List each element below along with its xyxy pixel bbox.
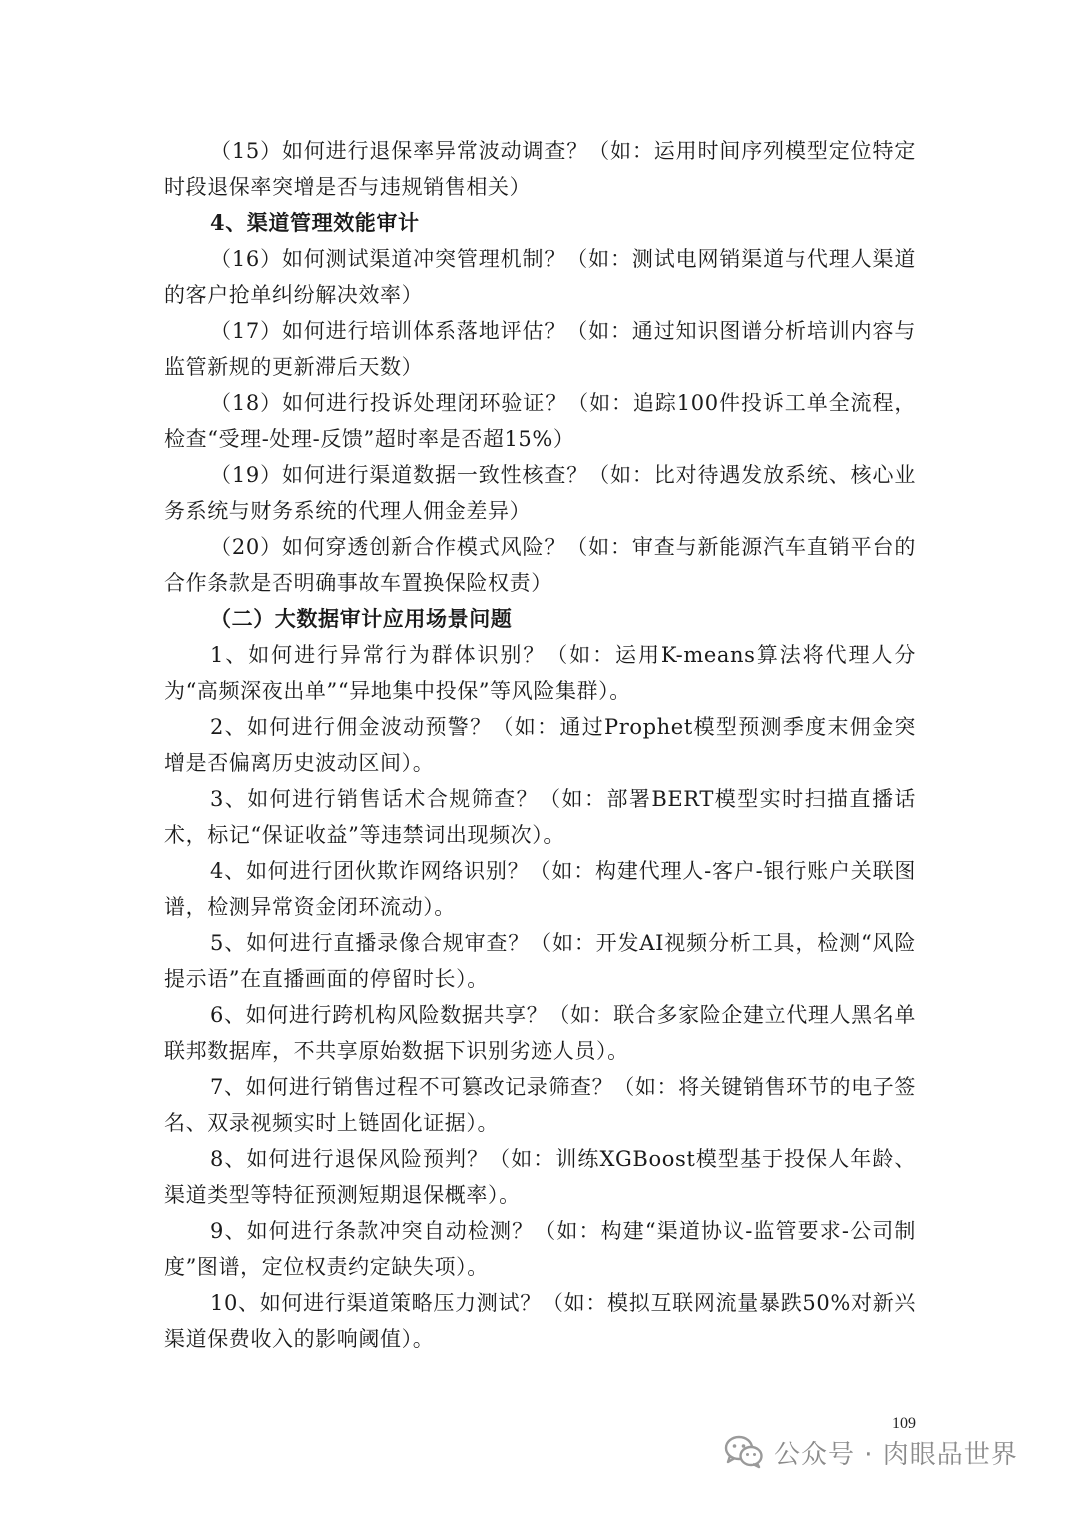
paragraph-q17: （17）如何进行培训体系落地评估？（如：通过知识图谱分析培训内容与监管新规的更新滞后天数） — [164, 319, 916, 379]
paragraph-item-6: 6、如何进行跨机构风险数据共享？（如：联合多家险企建立代理人黑名单联邦数据库，不共享原始数据下识别劣迹人员）。 — [164, 1003, 916, 1063]
paragraph-item-3: 3、如何进行销售话术合规筛查？（如：部署BERT模型实时扫描直播话术，标记“保证收益”等违禁词出现频次）。 — [164, 787, 916, 847]
paragraph-item-5: 5、如何进行直播录像合规审查？（如：开发AI视频分析工具，检测“风险提示语”在直播画面的停留时长）。 — [164, 931, 916, 991]
section-heading-big-data-scenarios: （二）大数据审计应用场景问题 — [210, 606, 513, 631]
paragraph-q18: （18）如何进行投诉处理闭环验证？（如：追踪100件投诉工单全流程，检查“受理-处理-反馈”超时率是否超15%） — [164, 391, 916, 451]
paragraph-item-1: 1、如何进行异常行为群体识别？（如：运用K-means算法将代理人分为“高频深夜出单”“异地集中投保”等风险集群）。 — [164, 643, 916, 703]
paragraph-q20: （20）如何穿透创新合作模式风险？（如：审查与新能源汽车直销平台的合作条款是否明确事故车置换保险权责） — [164, 535, 916, 595]
wechat-icon — [724, 1435, 764, 1469]
paragraph-item-4: 4、如何进行团伙欺诈网络识别？（如：构建代理人-客户-银行账户关联图谱，检测异常资金闭环流动）。 — [164, 859, 916, 919]
paragraph-q15: （15）如何进行退保率异常波动调查？（如：运用时间序列模型定位特定时段退保率突增是否与违规销售相关） — [164, 139, 916, 199]
page-number: 109 — [892, 1415, 916, 1432]
section-heading-channel-efficiency-audit: 4、渠道管理效能审计 — [210, 210, 420, 235]
document-body — [164, 133, 916, 1357]
paragraph-item-8: 8、如何进行退保风险预判？（如：训练XGBoost模型基于投保人年龄、渠道类型等特征预测短期退保概率）。 — [164, 1147, 916, 1207]
paragraph-item-7: 7、如何进行销售过程不可篡改记录筛查？（如：将关键销售环节的电子签名、双录视频实时上链固化证据）。 — [164, 1075, 916, 1135]
paragraph-q19: （19）如何进行渠道数据一致性核查？（如：比对待遇发放系统、核心业务系统与财务系统的代理人佣金差异） — [164, 463, 916, 523]
paragraph-item-2: 2、如何进行佣金波动预警？（如：通过Prophet模型预测季度末佣金突增是否偏离历史波动区间）。 — [164, 715, 916, 775]
paragraph-q16: （16）如何测试渠道冲突管理机制？（如：测试电网销渠道与代理人渠道的客户抢单纠纷解决效率） — [164, 247, 916, 307]
wechat-watermark — [724, 1429, 1018, 1475]
paragraph-item-10: 10、如何进行渠道策略压力测试？（如：模拟互联网流量暴跌50%对新兴渠道保费收入的影响阈值）。 — [164, 1291, 916, 1351]
paragraph-item-9: 9、如何进行条款冲突自动检测？（如：构建“渠道协议-监管要求-公司制度”图谱，定位权责约定缺失项）。 — [164, 1219, 916, 1279]
watermark-text: 公众号 · 肉眼品世界 — [774, 1439, 1018, 1470]
